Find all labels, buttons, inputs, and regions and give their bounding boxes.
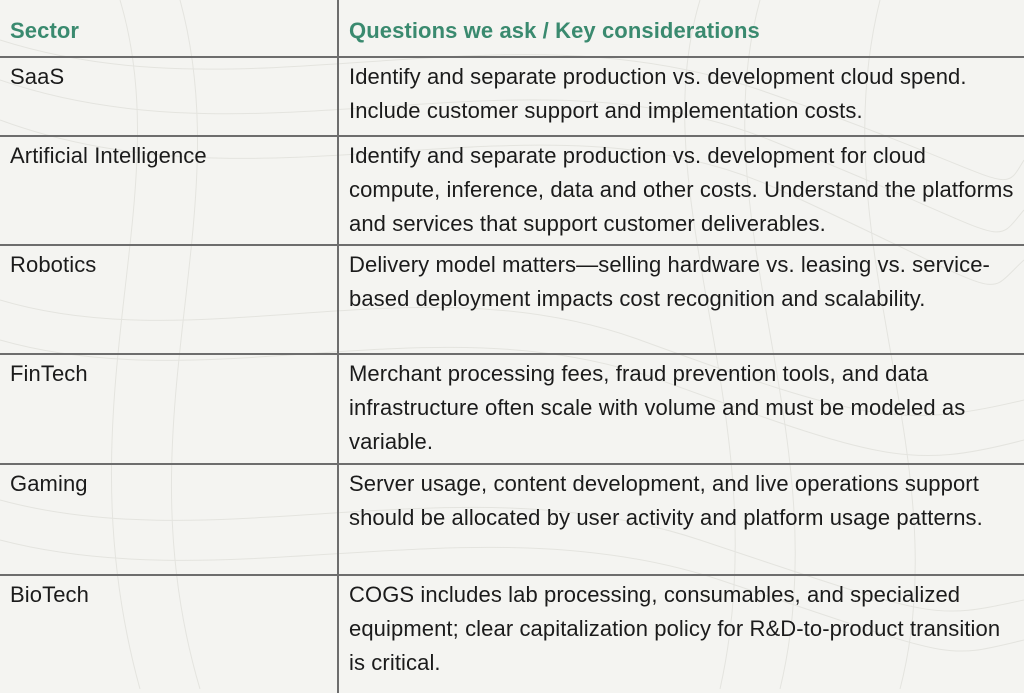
considerations-cell: COGS includes lab processing, consumables, and specialized equipment; clear capitalization policy for R&D-to-product transition is critical. bbox=[338, 575, 1024, 693]
sector-cell: BioTech bbox=[0, 575, 338, 693]
considerations-cell: Merchant processing fees, fraud prevention tools, and data infrastructure often scale with volume and must be modeled as variable. bbox=[338, 354, 1024, 464]
table-header-row bbox=[0, 0, 1024, 57]
sector-cell: Gaming bbox=[0, 464, 338, 575]
considerations-column-header: Questions we ask / Key considerations bbox=[338, 0, 1024, 57]
considerations-cell: Server usage, content development, and live operations support should be allocated by user activity and platform usage patterns. bbox=[338, 464, 1024, 575]
considerations-cell: Identify and separate production vs. development cloud spend. Include customer support and implementation costs. bbox=[338, 57, 1024, 136]
sector-cell: Robotics bbox=[0, 245, 338, 354]
sector-cell: SaaS bbox=[0, 57, 338, 136]
table-row bbox=[0, 57, 1024, 136]
sector-cell: FinTech bbox=[0, 354, 338, 464]
sector-column-header: Sector bbox=[0, 0, 338, 57]
table-row bbox=[0, 575, 1024, 693]
sector-cell: Artificial Intelligence bbox=[0, 136, 338, 245]
table-row bbox=[0, 354, 1024, 464]
table-row bbox=[0, 245, 1024, 354]
considerations-cell: Identify and separate production vs. development for cloud compute, inference, data and other costs. Understand the platforms and services that support customer deliverables. bbox=[338, 136, 1024, 245]
table-row bbox=[0, 136, 1024, 245]
considerations-cell: Delivery model matters—selling hardware vs. leasing vs. service-based deployment impacts cost recognition and scalability. bbox=[338, 245, 1024, 354]
table-row bbox=[0, 464, 1024, 575]
